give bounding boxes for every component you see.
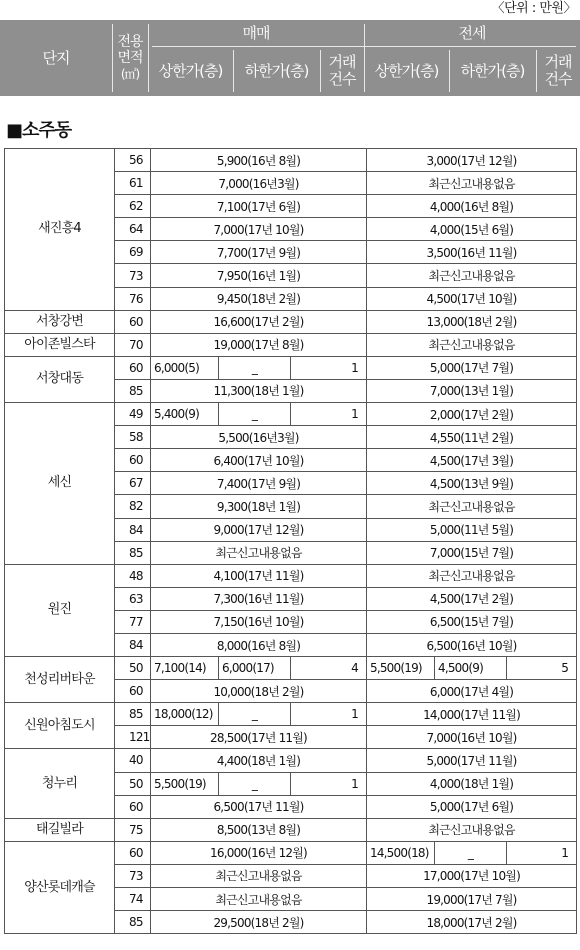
rent-price-cell: 최근신고내용없음	[367, 818, 577, 841]
area-cell: 73	[115, 864, 151, 887]
header-divider	[148, 24, 149, 92]
complex-name-cell: 새진흥4	[5, 149, 115, 311]
sale-price-cell: 4,400(18년 1월)	[151, 749, 367, 772]
table-row	[5, 333, 577, 356]
table-row	[5, 310, 577, 333]
complex-name-cell: 양산롯데캐슬	[5, 841, 115, 933]
area-cell: 64	[115, 218, 151, 241]
sale-count-cell: 1	[291, 703, 367, 726]
sale-price-cell: 28,500(17년 11월)	[151, 726, 367, 749]
area-cell: 56	[115, 149, 151, 172]
rent-lower-cell: 4,500(9)	[435, 657, 507, 680]
sale-lower-cell: _	[219, 403, 291, 426]
area-cell: 74	[115, 888, 151, 911]
header-divider	[536, 50, 537, 92]
sale-price-cell: 19,000(17년 8월)	[151, 333, 367, 356]
rent-price-cell: 5,000(11년 5월)	[367, 518, 577, 541]
header-area-line2: 면적	[117, 50, 143, 66]
sale-count-cell: 4	[291, 657, 367, 680]
sale-price-cell: 7,000(16년3월)	[151, 172, 367, 195]
sale-price-cell: 7,950(16년 1월)	[151, 264, 367, 287]
area-cell: 50	[115, 657, 151, 680]
rent-price-cell: 5,000(17년 6월)	[367, 795, 577, 818]
table-row	[5, 703, 577, 726]
sale-price-cell: 29,500(18년 2월)	[151, 911, 367, 934]
sale-price-cell: 16,600(17년 2월)	[151, 310, 367, 333]
area-cell: 60	[115, 841, 151, 864]
rent-count-cell: 5	[507, 657, 577, 680]
area-cell: 82	[115, 495, 151, 518]
area-cell: 84	[115, 518, 151, 541]
sale-upper-cell: 18,000(12)	[151, 703, 219, 726]
rent-price-cell: 4,500(17년 3월)	[367, 449, 577, 472]
area-cell: 67	[115, 472, 151, 495]
rent-price-cell: 7,000(16년 10월)	[367, 726, 577, 749]
rent-price-cell: 4,000(18년 1월)	[367, 772, 577, 795]
area-cell: 75	[115, 818, 151, 841]
rent-price-cell: 3,000(17년 12월)	[367, 149, 577, 172]
complex-name-cell: 아이존빌스타	[5, 333, 115, 356]
sale-price-cell: 7,100(17년 6월)	[151, 195, 367, 218]
sale-price-cell: 8,000(16년 8월)	[151, 633, 367, 656]
rent-price-cell: 최근신고내용없음	[367, 564, 577, 587]
area-cell: 48	[115, 564, 151, 587]
header-area	[112, 20, 148, 96]
rent-price-cell: 18,000(17년 2월)	[367, 911, 577, 934]
sale-count-cell: 1	[291, 772, 367, 795]
area-cell: 40	[115, 749, 151, 772]
rent-price-cell: 14,000(17년 11월)	[367, 703, 577, 726]
sale-count-cell: 1	[291, 356, 367, 379]
sale-price-cell: 5,900(16년 8월)	[151, 149, 367, 172]
section-title: ■소주동	[6, 120, 72, 141]
area-cell: 60	[115, 680, 151, 703]
header-sale-count-line2: 건수	[328, 70, 356, 88]
rent-upper-cell: 14,500(18)	[367, 841, 435, 864]
rent-price-cell: 13,000(18년 2월)	[367, 310, 577, 333]
area-cell: 62	[115, 195, 151, 218]
rent-price-cell: 7,000(15년 7월)	[367, 541, 577, 564]
area-cell: 84	[115, 633, 151, 656]
complex-name-cell: 태길빌라	[5, 818, 115, 841]
rent-price-cell: 최근신고내용없음	[367, 264, 577, 287]
sale-price-cell: 7,700(17년 9월)	[151, 241, 367, 264]
header-divider	[112, 24, 113, 92]
rent-price-cell: 6,500(16년 10월)	[367, 633, 577, 656]
table-row	[5, 657, 577, 680]
header-complex: 단지	[42, 48, 70, 67]
header-sale-count	[320, 46, 364, 96]
area-cell: 69	[115, 241, 151, 264]
rent-price-cell: 4,000(15년 6월)	[367, 218, 577, 241]
area-cell: 58	[115, 426, 151, 449]
table-row	[5, 564, 577, 587]
rent-price-cell: 4,500(17년 10월)	[367, 287, 577, 310]
header-divider	[364, 24, 365, 92]
sale-lower-cell: _	[219, 356, 291, 379]
price-table	[4, 148, 577, 934]
area-cell: 121	[115, 726, 151, 749]
sale-count-cell: 1	[291, 403, 367, 426]
complex-name-cell: 서창대동	[5, 356, 115, 402]
sale-price-cell: 최근신고내용없음	[151, 888, 367, 911]
table-row	[5, 356, 577, 379]
rent-price-cell: 17,000(17년 10월)	[367, 864, 577, 887]
rent-price-cell: 4,500(17년 2월)	[367, 587, 577, 610]
sale-price-cell: 11,300(18년 1월)	[151, 379, 367, 402]
sale-price-cell: 9,450(18년 2월)	[151, 287, 367, 310]
header-rent-count-line1: 거래	[544, 53, 572, 71]
rent-price-cell: 5,000(17년 7월)	[367, 356, 577, 379]
header-sale-lower: 하한가(층)	[244, 61, 309, 80]
sale-price-cell: 6,500(17년 11월)	[151, 795, 367, 818]
sale-price-cell: 9,000(17년 12월)	[151, 518, 367, 541]
header-divider	[152, 46, 576, 47]
sale-upper-cell: 6,000(5)	[151, 356, 219, 379]
rent-price-cell: 최근신고내용없음	[367, 495, 577, 518]
header-divider	[320, 50, 321, 92]
area-cell: 85	[115, 379, 151, 402]
sale-upper-cell: 5,500(19)	[151, 772, 219, 795]
rent-lower-cell: _	[435, 841, 507, 864]
complex-name-cell: 세신	[5, 403, 115, 565]
area-cell: 60	[115, 795, 151, 818]
sale-price-cell: 7,400(17년 9월)	[151, 472, 367, 495]
complex-name-cell: 서창강변	[5, 310, 115, 333]
sale-price-cell: 8,500(13년 8월)	[151, 818, 367, 841]
table-row	[5, 403, 577, 426]
rent-price-cell: 5,000(17년 11월)	[367, 749, 577, 772]
rent-count-cell: 1	[507, 841, 577, 864]
rent-upper-cell: 5,500(19)	[367, 657, 435, 680]
rent-price-cell: 최근신고내용없음	[367, 333, 577, 356]
rent-price-cell: 19,000(17년 7월)	[367, 888, 577, 911]
area-cell: 77	[115, 610, 151, 633]
area-cell: 60	[115, 356, 151, 379]
sale-price-cell: 7,000(17년 10월)	[151, 218, 367, 241]
rent-price-cell: 4,550(11년 2월)	[367, 426, 577, 449]
header-rent: 전세	[458, 23, 486, 42]
sale-upper-cell: 5,400(9)	[151, 403, 219, 426]
area-cell: 63	[115, 587, 151, 610]
sale-upper-cell: 7,100(14)	[151, 657, 219, 680]
rent-price-cell: 7,000(13년 1월)	[367, 379, 577, 402]
area-cell: 85	[115, 911, 151, 934]
complex-name-cell: 천성리버타운	[5, 657, 115, 703]
rent-price-cell: 3,500(16년 11월)	[367, 241, 577, 264]
sale-price-cell: 최근신고내용없음	[151, 541, 367, 564]
sale-price-cell: 최근신고내용없음	[151, 864, 367, 887]
area-cell: 61	[115, 172, 151, 195]
area-cell: 85	[115, 703, 151, 726]
sale-lower-cell: _	[219, 772, 291, 795]
sale-price-cell: 9,300(18년 1월)	[151, 495, 367, 518]
rent-price-cell: 6,000(17년 4월)	[367, 680, 577, 703]
rent-price-cell: 최근신고내용없음	[367, 172, 577, 195]
sale-price-cell: 5,500(16년3월)	[151, 426, 367, 449]
area-cell: 70	[115, 333, 151, 356]
rent-price-cell: 4,000(16년 8월)	[367, 195, 577, 218]
table-row	[5, 841, 577, 864]
header-rent-upper: 상한가(층)	[374, 61, 439, 80]
area-cell: 85	[115, 541, 151, 564]
header-sale: 매매	[242, 23, 270, 42]
area-cell: 76	[115, 287, 151, 310]
area-cell: 50	[115, 772, 151, 795]
header-sale-count-line1: 거래	[328, 53, 356, 71]
header-rent-lower: 하한가(층)	[460, 61, 525, 80]
rent-price-cell: 6,500(15년 7월)	[367, 610, 577, 633]
header-area-line3: (㎡)	[120, 67, 140, 81]
sale-price-cell: 6,400(17년 10월)	[151, 449, 367, 472]
header-area-line1: 전용	[117, 34, 143, 50]
sale-price-cell: 7,300(16년 11월)	[151, 587, 367, 610]
rent-price-cell: 2,000(17년 2월)	[367, 403, 577, 426]
header-divider	[233, 50, 234, 92]
complex-name-cell: 원진	[5, 564, 115, 656]
table-row	[5, 818, 577, 841]
area-cell: 60	[115, 449, 151, 472]
sale-lower-cell: _	[219, 703, 291, 726]
area-cell: 49	[115, 403, 151, 426]
complex-name-cell: 신원아침도시	[5, 703, 115, 749]
table-row	[5, 149, 577, 172]
sale-price-cell: 10,000(18년 2월)	[151, 680, 367, 703]
sale-price-cell: 4,100(17년 11월)	[151, 564, 367, 587]
unit-note: 〈단위 : 만원〉	[491, 1, 576, 16]
rent-price-cell: 4,500(13년 9월)	[367, 472, 577, 495]
table-row	[5, 749, 577, 772]
header-sale-upper: 상한가(층)	[158, 61, 223, 80]
sale-price-cell: 7,150(16년 10월)	[151, 610, 367, 633]
sale-price-cell: 16,000(16년 12월)	[151, 841, 367, 864]
header-divider	[449, 50, 450, 92]
complex-name-cell: 청누리	[5, 749, 115, 818]
area-cell: 73	[115, 264, 151, 287]
area-cell: 60	[115, 310, 151, 333]
header-rent-count-line2: 건수	[544, 70, 572, 88]
table-header	[0, 20, 580, 96]
header-rent-count	[536, 46, 580, 96]
sale-lower-cell: 6,000(17)	[219, 657, 291, 680]
